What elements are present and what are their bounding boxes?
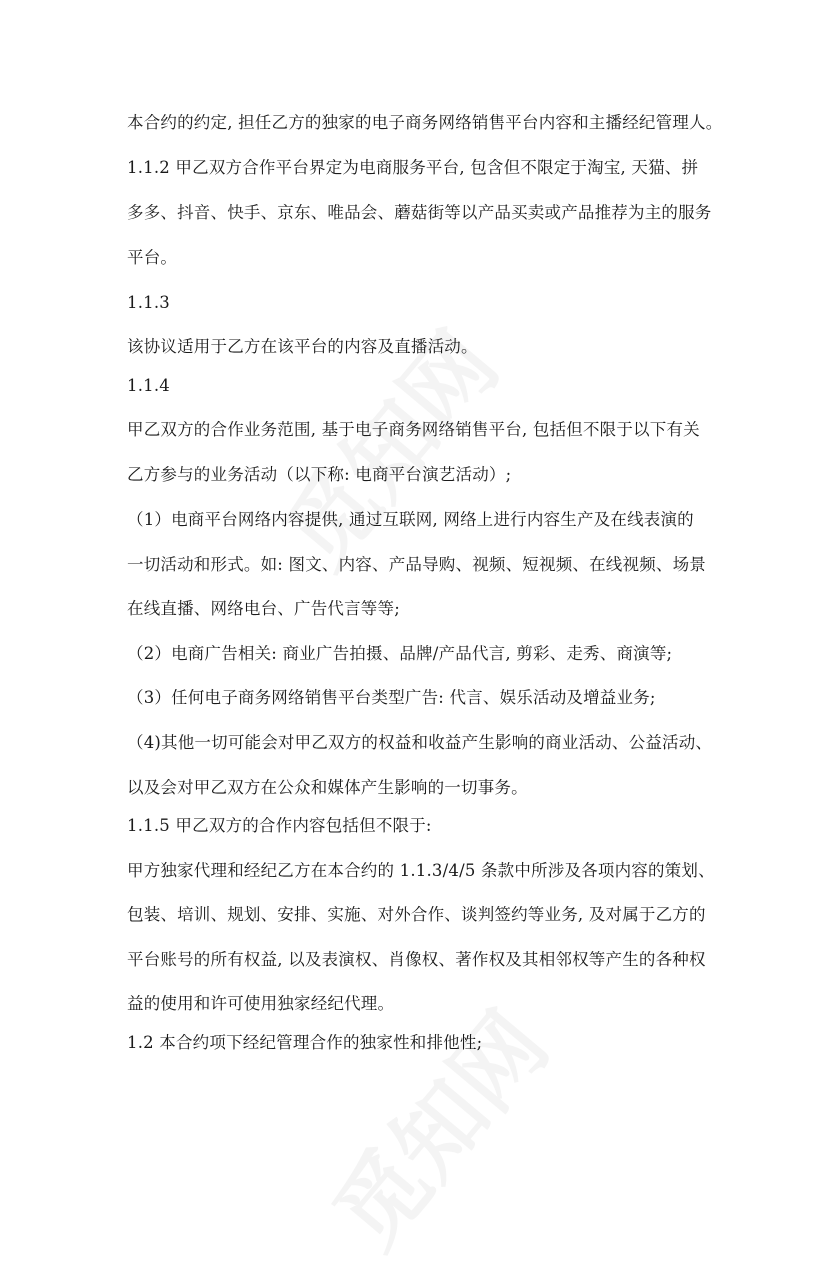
paragraph-line: 平台账号的所有权益, 以及表演权、肖像权、著作权及其相邻权等产生的各种权	[127, 950, 706, 969]
paragraph-line: 在线直播、网络电台、广告代言等等;	[127, 599, 400, 618]
paragraph-line: 1.1.2 甲乙双方合作平台界定为电商服务平台, 包含但不限定于淘宝, 天猫、拼	[127, 158, 699, 177]
section-number: 1.1.4	[127, 376, 170, 395]
paragraph-line: 乙方参与的业务活动（以下称: 电商平台演艺活动）;	[127, 465, 512, 484]
paragraph-line: 1.2 本合约项下经纪管理合作的独家性和排他性;	[127, 1033, 483, 1052]
paragraph-line: 甲方独家代理和经纪乙方在本合约的 1.1.3/4/5 条款中所涉及各项内容的策划、	[127, 861, 715, 880]
paragraph-line: 1.1.5 甲乙双方的合作内容包括但不限于:	[127, 816, 432, 835]
paragraph-line: 一切活动和形式。如: 图文、内容、产品导购、视频、短视频、在线视频、场景	[127, 555, 707, 574]
paragraph-line: 多多、抖音、快手、京东、唯品会、蘑菇街等以产品买卖或产品推荐为主的服务	[127, 203, 712, 222]
paragraph-line: 包装、培训、规划、安排、实施、对外合作、谈判签约等业务, 及对属于乙方的	[127, 905, 706, 924]
paragraph-line: （4)其他一切可能会对甲乙双方的权益和收益产生影响的商业活动、公益活动、	[127, 733, 713, 752]
section-number: 1.1.3	[127, 293, 170, 312]
watermark	[298, 980, 571, 1270]
paragraph-line: （1）电商平台网络内容提供, 通过互联网, 网络上进行内容生产及在线表演的	[127, 510, 694, 529]
paragraph-line: 以及会对甲乙双方在公众和媒体产生影响的一切事务。	[127, 778, 528, 797]
paragraph-line: 甲乙双方的合作业务范围, 基于电子商务网络销售平台, 包括但不限于以下有关	[127, 420, 700, 439]
paragraph-line: （2）电商广告相关: 商业广告拍摄、品牌/产品代言, 剪彩、走秀、商演等;	[127, 644, 673, 663]
paragraph-line: 该协议适用于乙方在该平台的内容及直播活动。	[127, 337, 478, 356]
paragraph-line: （3）任何电子商务网络销售平台类型广告: 代言、娱乐活动及增益业务;	[127, 688, 656, 707]
paragraph-line: 本合约的约定, 担任乙方的独家的电子商务网络销售平台内容和主播经纪管理人。	[127, 113, 723, 132]
paragraph-line: 益的使用和许可使用独家经纪代理。	[127, 994, 395, 1013]
paragraph-line: 平台。	[127, 248, 178, 267]
